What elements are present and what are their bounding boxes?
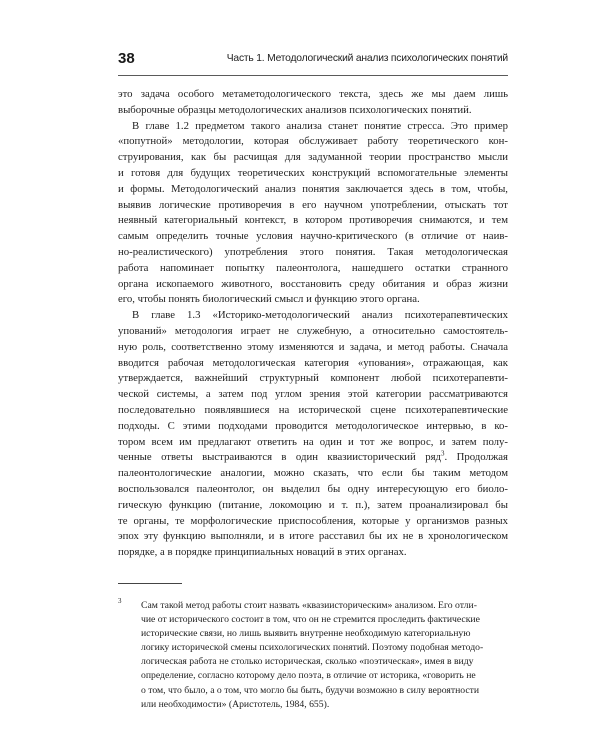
text-line: и готовя для будущих теоретических конструкций вспомогательные элементы [118, 166, 508, 179]
text-line: утверждается, важнейший структурный компонент любой психотерапевти- [118, 372, 508, 385]
text-line: гическую функцию (питание, локомоцию и т. п.), затем проанализировал бы [118, 498, 508, 511]
footnote-body [141, 599, 508, 712]
body-text [118, 87, 508, 561]
footnote-line: логическая работа не столько историческая, сколько «поэтическая», имея в виду [141, 656, 474, 668]
text-line: ную роль, соответственно этому изменяются и задача, и метод работы. Сначала [118, 340, 508, 353]
paragraph [118, 308, 508, 561]
text-line-with-footnote-ref [118, 450, 508, 466]
text-line: выборочные образцы методологических анализов психологических понятий. [118, 103, 472, 116]
text-line: «попутной» методологии, которая обслуживает работу теоретического кон- [118, 135, 508, 148]
running-head: Часть 1. Методологический анализ психологических понятий [226, 53, 508, 64]
footnote-line: или необходимости» (Аристотель, 1984, 655). [141, 698, 330, 710]
line-text: ченные ответы выстраиваются в один квазиисторический ряд [118, 451, 441, 464]
text-line: В главе 1.3 «Историко-методологический анализ психотерапевтических [132, 309, 508, 322]
footnote-line: исторические связи, но лишь выявить внутренне необходимую категориальную [141, 628, 471, 640]
text-line: самым определить точные условия научно-критического (в отличие от наив- [118, 230, 508, 243]
text-line: эпох эту функцию выполняли, и в итоге расставил бы их не в хронологическом [118, 530, 508, 543]
text-line: те органы, те морфологические приспособления, которые у организмов разных [118, 514, 508, 527]
text-line: его, чтобы понять биологический смысл и функцию этого органа. [118, 293, 420, 306]
text-line: это задача особого метаметодологического текста, здесь же мы даем лишь [118, 88, 508, 100]
line-tail: . Продолжая [444, 451, 508, 464]
footnote-line: Сам такой метод работы стоит назвать «квазиисторическим» анализом. Его отли- [141, 600, 477, 611]
text-line: упований» методология играет не служебную, а относительно самостоятель- [118, 324, 508, 337]
text-line: органа ископаемого животного, восстановить среду обитания и образ жизни [118, 277, 508, 290]
text-line: и формы. Методологический анализ понятия заключается здесь в том, чтобы, [118, 182, 508, 195]
page-number: 38 [118, 50, 135, 67]
text-line: порядке, а в порядке принципиальных новаций в этих органах. [118, 546, 407, 559]
text-line: палеонтологические аналогии, можно сказать, что если бы таким методом [118, 467, 508, 480]
footnote-marker: 3 [118, 597, 122, 605]
text-line: последовательно появлявшиеся на исторической сцене психотерапевтические [118, 403, 508, 416]
text-line: В главе 1.2 предметом такого анализа станет понятие стресса. Это пример [132, 119, 508, 132]
footnote-ref[interactable]: 3 [440, 449, 445, 458]
text-line: вводится рабочая методологическая категория «упования», отражающая, как [118, 356, 508, 369]
footnote-line: логику исторической смены психологических понятий. Поэтому подобная методо- [141, 642, 484, 654]
page-header [118, 49, 508, 76]
text-line: работа напоминает попытку палеонтолога, нашедшего остатки странного [118, 261, 508, 274]
footnote-line: о том, что было, а о том, что могло бы быть, будучи возможно в силу вероятности [141, 684, 480, 696]
text-line: воспользовался палеонтолог, он выделил бы одну интересующую его биоло- [118, 482, 508, 495]
text-line: ческой системы, а затем под углом зрения этой категории рассматриваются [118, 388, 508, 401]
footnote-line: определение, согласно которому дело поэта, в отличие от историка, «говорить не [141, 670, 476, 682]
text-line: струирования, как бы расчищая для задуманной теории пространство мысли [118, 151, 508, 164]
footnote-line: чие от исторического состоит в том, что он не стремится проследить фактические [141, 614, 480, 626]
text-line: выявив логические противоречия в его научном употреблении, отыскать тот [118, 198, 508, 211]
footnote-divider [118, 583, 182, 584]
text-line: но-реалистического) употребления этого понятия. Такая методологическая [118, 245, 508, 258]
text-line: тором всем им предлагают ответить на один и тот же вопрос, и затем полу- [118, 435, 508, 448]
paragraph [118, 87, 508, 119]
footnote [118, 599, 508, 712]
text-line: подходы. С этими подходами проводится методологическое интервью, в ко- [118, 419, 508, 432]
paragraph [118, 119, 508, 309]
text-line: неявный категориальный контекст, в котором противоречия снимаются, и тем [118, 214, 508, 227]
